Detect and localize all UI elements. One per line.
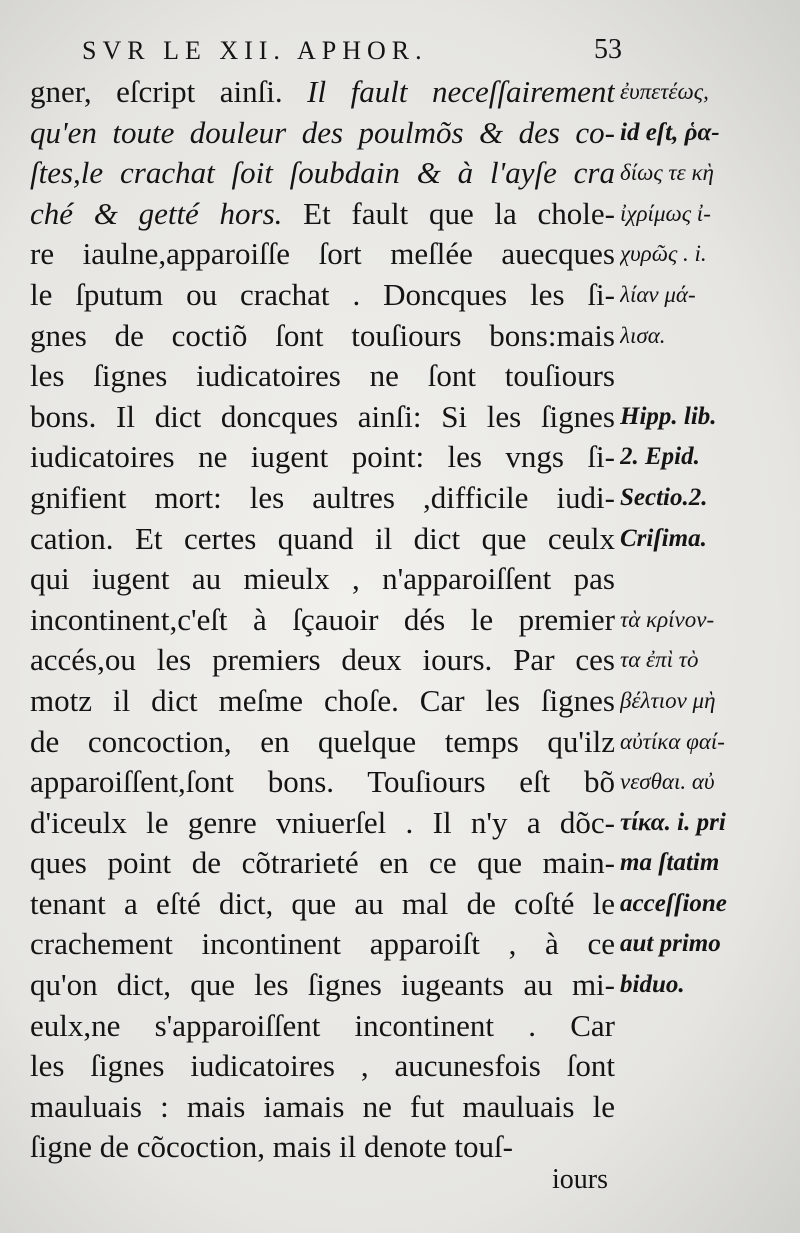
running-title: SVR LE XII. APHOR. bbox=[82, 36, 428, 65]
text-line bbox=[30, 478, 615, 519]
text-segment: qu'on dict, que les ſignes iugeants au mi- bbox=[30, 967, 615, 1003]
italic-text-segment: qu'en toute douleur des poulmõs & des co- bbox=[30, 114, 615, 150]
text-segment: les ſignes iudicatoires , aucunesfois ſont bbox=[30, 1048, 615, 1084]
text-line bbox=[30, 640, 615, 681]
margin-note-line: ἐυπετέως, bbox=[620, 79, 709, 104]
margin-note-line: acceſſione bbox=[620, 889, 727, 917]
text-segment: mauluais : mais iamais ne fut mauluais le bbox=[30, 1088, 615, 1124]
text-segment: bons. Il dict doncques ainſi: Si les ſignes bbox=[30, 398, 615, 434]
margin-note-line: τίκα. i. pri bbox=[620, 808, 726, 836]
text-segment: cation. Et certes quand il dict que ceulx bbox=[30, 520, 615, 556]
margin-note-line: λίαν μά- bbox=[620, 281, 696, 307]
text-segment: les ſignes iudicatoires ne ſont touſiours bbox=[30, 358, 615, 394]
text-line bbox=[30, 397, 615, 438]
text-line bbox=[30, 72, 615, 113]
margin-note-line: Criſima. bbox=[620, 524, 707, 552]
text-line bbox=[30, 884, 615, 925]
text-line bbox=[30, 1006, 615, 1047]
text-segment: qui iugent au mieulx , n'apparoiſſent pas bbox=[30, 561, 615, 597]
text-segment: d'iceulx le genre vniuerſel . Il n'y a dõc- bbox=[30, 804, 615, 840]
text-segment: Et fault que la chole- bbox=[282, 195, 615, 231]
page-header bbox=[82, 26, 622, 70]
text-line bbox=[30, 924, 615, 965]
margin-note-line: 2. Epid. bbox=[620, 443, 700, 471]
margin-note-line: ma ſtatim bbox=[620, 849, 720, 877]
text-line bbox=[30, 153, 615, 194]
margin-note-line: biduo. bbox=[620, 971, 685, 999]
margin-note-line: τὰ κρίνον- bbox=[620, 606, 715, 632]
margin-note-line bbox=[620, 356, 796, 397]
text-line bbox=[30, 234, 615, 275]
text-line bbox=[30, 843, 615, 884]
italic-text-segment: Il fault neceſſairement bbox=[307, 74, 615, 109]
text-line bbox=[30, 194, 615, 235]
text-line bbox=[30, 275, 615, 316]
text-line bbox=[30, 965, 615, 1006]
text-segment: de concoction, en quelque temps qu'ilz bbox=[30, 723, 615, 759]
text-segment: eulx,ne s'apparoiſſent incontinent . Car bbox=[30, 1007, 615, 1043]
text-line bbox=[30, 1046, 615, 1087]
margin-note-line: αὐτίκα φαί- bbox=[620, 728, 725, 754]
margin-note-line bbox=[620, 559, 796, 600]
text-line bbox=[30, 559, 615, 600]
text-line bbox=[30, 519, 615, 560]
text-segment: gnes de coctiõ ſont touſiours bons:mais bbox=[30, 317, 615, 353]
text-segment: crachement incontinent apparoiſt , à ce bbox=[30, 926, 615, 962]
margin-note-line: δίως τε κὴ bbox=[620, 160, 714, 186]
margin-notes-column bbox=[620, 72, 796, 1006]
margin-note-line: aut primo bbox=[620, 930, 721, 958]
catchword: iours bbox=[552, 1164, 608, 1195]
page-number: 53 bbox=[594, 34, 622, 65]
text-segment: apparoiſſent,ſont bons. Touſiours eſt bõ bbox=[30, 764, 615, 800]
text-line bbox=[30, 356, 615, 397]
text-segment: iudicatoires ne iugent point: les vngs ſi- bbox=[30, 439, 615, 475]
text-segment: incontinent,c'eſt à ſçauoir dés le premier bbox=[30, 601, 615, 637]
margin-note-line: χυρῶς . i. bbox=[620, 241, 707, 267]
text-segment: re iaulne,apparoiſſe ſort meſlée auecques bbox=[30, 236, 615, 272]
margin-note-line: ἰχρίμως ἰ- bbox=[620, 200, 711, 226]
margin-note-line: Hipp. lib. bbox=[620, 402, 717, 430]
text-segment: ques point de cõtrarieté en ce que main- bbox=[30, 845, 615, 881]
text-segment: ſigne de cõcoction, mais il denote touſ- bbox=[30, 1129, 513, 1165]
text-line bbox=[30, 437, 615, 478]
margin-note-line: τα ἐπὶ τὸ bbox=[620, 647, 699, 673]
text-segment: gner, eſcript ainſi. bbox=[30, 74, 308, 109]
italic-text-segment: ché & getté hors. bbox=[30, 195, 283, 231]
margin-note-line: λισα. bbox=[620, 322, 666, 348]
text-line bbox=[30, 722, 615, 763]
text-line bbox=[30, 113, 615, 154]
text-segment: gnifient mort: les aultres ,difficile iudi- bbox=[30, 479, 615, 515]
margin-note-line: id eſt, ῥα- bbox=[620, 118, 720, 146]
margin-note-line: νεσθαι. αὐ bbox=[620, 769, 715, 795]
margin-note-line: βέλτιον μὴ bbox=[620, 687, 716, 713]
margin-note-line: Sectio.2. bbox=[620, 483, 708, 511]
text-segment: motz il dict meſme choſe. Car les ſignes bbox=[30, 682, 615, 718]
text-line bbox=[30, 1127, 615, 1168]
text-segment: le ſputum ou crachat . Doncques les ſi- bbox=[30, 276, 615, 312]
text-line bbox=[30, 1087, 615, 1128]
main-text-column bbox=[30, 72, 615, 1168]
text-line bbox=[30, 681, 615, 722]
text-line bbox=[30, 316, 615, 357]
text-segment: tenant a eſté dict, que au mal de coſté le bbox=[30, 885, 615, 921]
text-line bbox=[30, 600, 615, 641]
text-line bbox=[30, 803, 615, 844]
text-segment: accés,ou les premiers deux iours. Par ces bbox=[30, 642, 615, 678]
italic-text-segment: ſtes,le crachat ſoit ſoubdain & à l'ayſe cra bbox=[30, 155, 615, 191]
text-line bbox=[30, 762, 615, 803]
